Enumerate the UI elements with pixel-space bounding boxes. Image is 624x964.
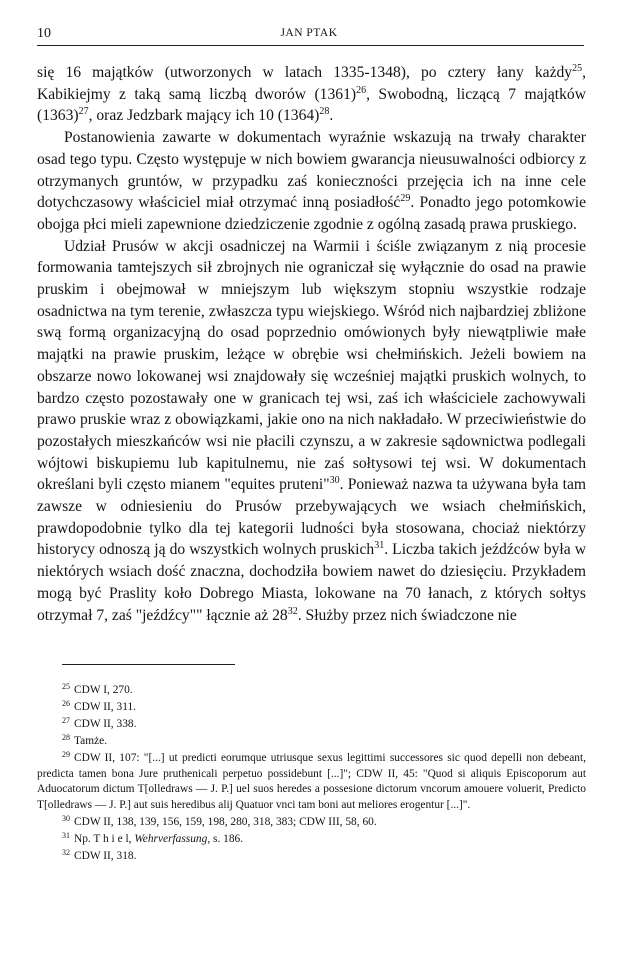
footnote-number: 32 bbox=[62, 848, 70, 857]
footnote-number: 31 bbox=[62, 831, 70, 840]
footnote bbox=[37, 734, 586, 750]
footnote-text: CDW II, 107: "[...] ut predicti eorumque utriusque sexus legittimi successores sic quod depelli non debeant, predicta tamen bona Jure pruthenicali perpetuo possidebunt [...]"; CDW II, 45: "Quod si aliquis Episcoporum aut Aduocatorum dictum T[olledraws — J. P.] uel suos heredes a possesione dictorum vncorum amouere voluerit, Predicto T[olledraws — J. P.] aut suis heredibus alij Quatuor vnci tam boni aut meliores erogentur [...]". bbox=[37, 752, 586, 811]
page-number: 10 bbox=[37, 26, 51, 41]
footnote-text: CDW II, 318. bbox=[74, 850, 137, 862]
footnote-ref: 28 bbox=[319, 106, 330, 118]
text-run: się 16 majątków (utworzonych w latach 1335-1348), po cztery łany każdy bbox=[37, 64, 573, 81]
paragraph bbox=[37, 236, 586, 627]
footnote bbox=[37, 717, 586, 733]
footnote-number: 26 bbox=[62, 699, 70, 708]
footnote-number: 27 bbox=[62, 716, 70, 725]
footnote-number: 28 bbox=[62, 733, 70, 742]
footnote-ref: 25 bbox=[572, 63, 583, 74]
footnote bbox=[37, 683, 586, 699]
footnote-number: 30 bbox=[62, 814, 70, 823]
footnotes bbox=[37, 683, 586, 866]
paragraph bbox=[37, 62, 586, 127]
footnote-ref: 29 bbox=[400, 193, 411, 205]
footnote-text: CDW II, 138, 139, 156, 159, 198, 280, 318, 383; CDW III, 58, 60. bbox=[74, 816, 377, 828]
footnote-ref: 27 bbox=[78, 106, 89, 118]
footnote-text: Tamże. bbox=[74, 735, 108, 747]
text-run: , Kabikiejmy z taką samą liczbą dworów (1361) bbox=[37, 64, 586, 103]
footnote-rule bbox=[62, 664, 235, 665]
footnote-ref: 31 bbox=[374, 540, 385, 552]
text-run: Udział Prusów w akcji osadniczej na Warmii i ściśle związanym z nią procesie formowania tamtejszych sił zbrojnych nie ograniczał się wyłącznie do osad na prawie pruskim i obejmował w mniejszym lub większym stopniu wszystkie rodzaje osadnictwa na tym terenie, zwłaszcza typu wiejskiego. Wśród nich najbardziej zbliżone swą formą organizacyjną do osad poprzednio omówionych były niewątpliwie małe majątki na prawie pruskim, leżące w obrębie wsi chełmińskich. Jeżeli bowiem na obszarze nowo lokowanej wsi znajdowały się wcześniej majątki pruskich wolnych, to bardzo często pozostawały one w granicach tej wsi, zaś ich właściciele zachowywali prawo pruskie wraz z obowiązkami, jakie ono na nich nakładało. W przeciwieństwie do pozostałych mieszkańców wsi nie płacili czynszu, a w zakresie sądownictwa podlegali wójtowi biskupiemu lub kapitulnemu, nie zaś sołtysowi tej wsi. W dokumentach określani byli często mianem "equites pruteni" bbox=[37, 237, 586, 494]
footnote-tail: , s. 186. bbox=[207, 833, 244, 845]
footnote-number: 29 bbox=[62, 750, 70, 759]
footnote-italic: Wehrverfassung bbox=[134, 833, 208, 845]
paragraph bbox=[37, 127, 586, 236]
text-run: . Ponadto jego potomkowie obojga płci mieli zapewnione dziedziczenie zgodnie z ogólną zasadą prawa pruskiego. bbox=[37, 194, 586, 233]
footnote-text: CDW II, 338. bbox=[74, 718, 137, 730]
text-run: . bbox=[329, 107, 334, 125]
footnote-number: 25 bbox=[62, 682, 70, 691]
footnote-ref: 32 bbox=[287, 605, 298, 617]
page-header bbox=[37, 26, 581, 44]
footnote-text: CDW I, 270. bbox=[74, 684, 133, 696]
body-text bbox=[37, 62, 586, 626]
text-run: , Swobodną, liczącą 7 majątków (1363) bbox=[37, 85, 586, 125]
text-run: . Służby przez nich świadczone nie bbox=[297, 606, 517, 624]
footnote bbox=[37, 849, 586, 865]
footnote bbox=[37, 832, 586, 848]
header-rule bbox=[37, 45, 584, 46]
text-run: , oraz Jedzbark mający ich 10 (1364) bbox=[88, 107, 320, 125]
footnote bbox=[37, 700, 586, 716]
footnote bbox=[37, 751, 586, 813]
footnote bbox=[37, 815, 586, 831]
footnote-text: Np. T h i e l, bbox=[74, 833, 135, 845]
footnote-ref: 30 bbox=[329, 475, 340, 487]
footnote-text: CDW II, 311. bbox=[74, 701, 137, 713]
text-run: Postanowienia zawarte w dokumentach wyraźnie wskazują na trwały charakter osad tego typu. Często występuje w nich bowiem gwarancja nieusuwalności odbiorcy z otrzymanych gruntów, w przypadku zaś konieczności przejęcia ich na inne cele dotychczasowy właściciel miał otrzymać inną posiadłość bbox=[37, 129, 586, 212]
text-run: . Ponieważ nazwa ta używana była tam zawsze w odniesieniu do Prusów przebywających we wsiach chełmińskich, prawdopodobnie tylko dla tej kategorii ludności była stosowana, chociaż niektórzy historycy odnoszą ją do wszystkich wolnych pruskich bbox=[37, 476, 586, 559]
running-head: JAN PTAK bbox=[280, 27, 338, 39]
footnote-ref: 26 bbox=[356, 84, 367, 96]
text-run: . Liczba takich jeźdźców była w niektórych wsiach dość znaczna, dochodziła bowiem nawet do dziesięciu. Przykładem mogą być Praslity koło Dobrego Miasta, lokowane na 70 łanach, z których sołtys otrzymał 7, zaś "jeźdźcy"" łącznie aż 28 bbox=[37, 541, 586, 624]
